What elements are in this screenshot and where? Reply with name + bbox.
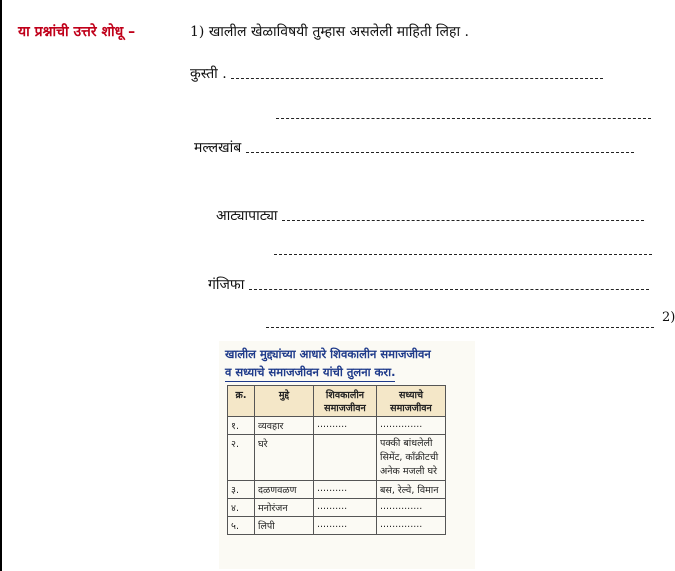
cell-serial: ४. [228,499,255,517]
cell-current: बस, रेल्वे, विमान [377,481,446,499]
table-row [228,481,446,499]
game-label-ganjifa: गंजिफा [208,277,245,293]
game-mallakhamb-line [194,138,634,157]
cell-point: लिपी [255,517,314,535]
cell-shivkalin[interactable]: .......... [314,417,377,435]
table-row [228,499,446,517]
table-header-row [228,386,446,417]
cell-serial: १. [228,417,255,435]
cell-current[interactable]: .............. [377,499,446,517]
game-atyapatya-line-2 [274,240,652,259]
comparison-table-panel [219,341,475,569]
answer-blank[interactable] [282,212,644,221]
answer-blank[interactable] [274,246,652,255]
cell-current[interactable]: .............. [377,517,446,535]
game-atyapatya-line [216,206,644,225]
question-2-number: 2) [662,310,675,325]
table-title-line-1: खालील मुद्द्यांच्या आधारे शिवकालीन समाजजीवन [225,347,431,361]
answer-blank[interactable] [249,281,649,290]
table-row [228,517,446,535]
game-ganjifa-line [208,275,649,294]
cell-shivkalin[interactable]: .......... [314,517,377,535]
answer-blank[interactable] [231,70,603,79]
question-1: 1) खालील खेळाविषयी तुम्हास असलेली माहिती लिहा . [190,24,469,40]
cell-shivkalin[interactable]: .......... [314,481,377,499]
cell-serial: ५. [228,517,255,535]
cell-point: मनोरंजन [255,499,314,517]
game-kusti-line [190,64,603,83]
cell-point: व्यवहार [255,417,314,435]
game-label-atyapatya: आट्यापाट्या [216,208,278,224]
header-current: सध्याचे समाजजीवन [377,386,446,417]
cell-serial: ३. [228,481,255,499]
answer-blank[interactable] [276,110,651,119]
cell-shivkalin[interactable]: .......... [314,499,377,517]
cell-serial: २. [228,435,255,481]
page-left-border [0,0,2,571]
cell-point: घरे [255,435,314,481]
game-label-kusti: कुस्ती . [190,66,227,82]
comparison-table [227,385,446,535]
section-heading: या प्रश्नांची उत्तरे शोधू – [18,24,136,40]
header-point: मुद्दे [255,386,314,417]
cell-point: दळणवळण [255,481,314,499]
cell-current: पक्की बांधलेली सिमेंट, काँक्रीटची अनेक मजली घरे [377,435,446,481]
header-shivkalin: शिवकालीन समाजजीवन [314,386,377,417]
header-serial: क्र. [228,386,255,417]
cell-current[interactable]: .............. [377,417,446,435]
game-kusti-line-2 [276,104,651,123]
table-title-line-2: व सध्याचे समाजजीवन यांची तुलना करा. [225,365,395,382]
answer-blank[interactable] [266,319,654,328]
answer-blank[interactable] [246,144,634,153]
table-row [228,417,446,435]
table-row [228,435,446,481]
game-ganjifa-line-2 [266,313,654,332]
cell-shivkalin[interactable] [314,435,377,481]
game-label-mallakhamb: मल्लखांब [194,140,242,156]
